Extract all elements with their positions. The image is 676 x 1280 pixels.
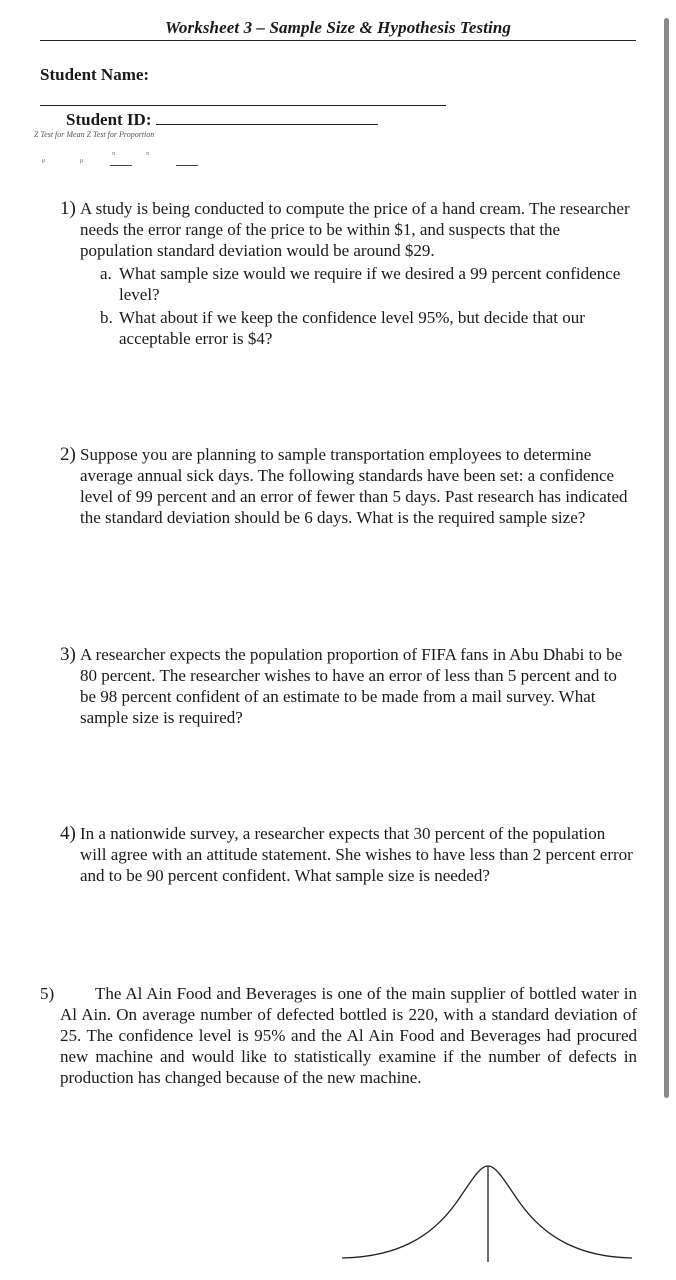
mu-symbol-2: μ bbox=[80, 158, 84, 164]
student-name-label: Student Name: bbox=[40, 65, 150, 84]
question-4 bbox=[60, 823, 634, 886]
question-1-number: 1) bbox=[60, 198, 76, 219]
question-5-number: 5) bbox=[40, 984, 55, 1003]
pi-symbol-2: π bbox=[146, 151, 150, 157]
student-id-label: Student ID: bbox=[66, 110, 152, 129]
blank-line-2 bbox=[176, 165, 198, 166]
mu-symbol-1: μ bbox=[42, 158, 46, 164]
question-3 bbox=[60, 644, 630, 728]
normal-curve-figure bbox=[336, 1158, 636, 1266]
question-1b bbox=[100, 307, 636, 349]
question-4-number: 4) bbox=[60, 823, 76, 844]
student-id-line bbox=[156, 123, 378, 125]
question-1b-label: b. bbox=[100, 308, 113, 327]
question-1a-text: What sample size would we require if we desired a 99 percent confidence level? bbox=[119, 264, 621, 304]
question-2 bbox=[60, 444, 638, 528]
student-name-line bbox=[40, 105, 446, 106]
question-2-number: 2) bbox=[60, 444, 76, 465]
question-1a bbox=[100, 263, 636, 305]
title-underline bbox=[40, 40, 636, 41]
question-1 bbox=[60, 198, 636, 349]
normal-curve bbox=[342, 1166, 632, 1258]
legend-text: Z Test for Mean Z Test for Proportion bbox=[34, 130, 155, 139]
blank-line-1 bbox=[110, 165, 132, 166]
scrollbar[interactable] bbox=[664, 18, 669, 1098]
question-5-text: The Al Ain Food and Beverages is one of the main supplier of bottled water in Al Ain. On average number of defected bottled is 220, with a standard deviation of 25. The confidence level is 95% and the Al Ain Food and Beverages had procured new machine and would like to statistically examine if the number of defects in production has changed because of the new machine. bbox=[60, 984, 637, 1087]
question-4-text: In a nationwide survey, a researcher expects that 30 percent of the population will agree with an attitude statement. She wishes to have less than 2 percent error and to be 90 percent confident. What sample size is needed? bbox=[80, 824, 633, 885]
question-1b-text: What about if we keep the confidence level 95%, but decide that our acceptable error is $4? bbox=[119, 308, 585, 348]
pi-symbol-1: π bbox=[112, 151, 116, 157]
question-3-text: A researcher expects the population proportion of FIFA fans in Abu Dhabi to be 80 percent. The researcher wishes to have an error of less than 5 percent and to be 98 percent confident of an estimate to be made from a mail survey. What sample size is required? bbox=[80, 645, 623, 727]
question-1-text: A study is being conducted to compute the price of a hand cream. The researcher needs the error range of the price to be within $1, and suspects that the population standard deviation would be around $29. bbox=[80, 199, 630, 260]
worksheet-title: Worksheet 3 – Sample Size & Hypothesis Testing bbox=[164, 18, 512, 37]
question-3-number: 3) bbox=[60, 644, 76, 665]
student-id-row bbox=[66, 110, 378, 130]
question-2-text: Suppose you are planning to sample transportation employees to determine average annual sick days. The following standards have been set: a confidence level of 99 percent and an error of fewer than 5 days. Past research has indicated the standard deviation should be 6 days. What is the required sample size? bbox=[80, 445, 628, 527]
question-1a-label: a. bbox=[100, 264, 112, 283]
